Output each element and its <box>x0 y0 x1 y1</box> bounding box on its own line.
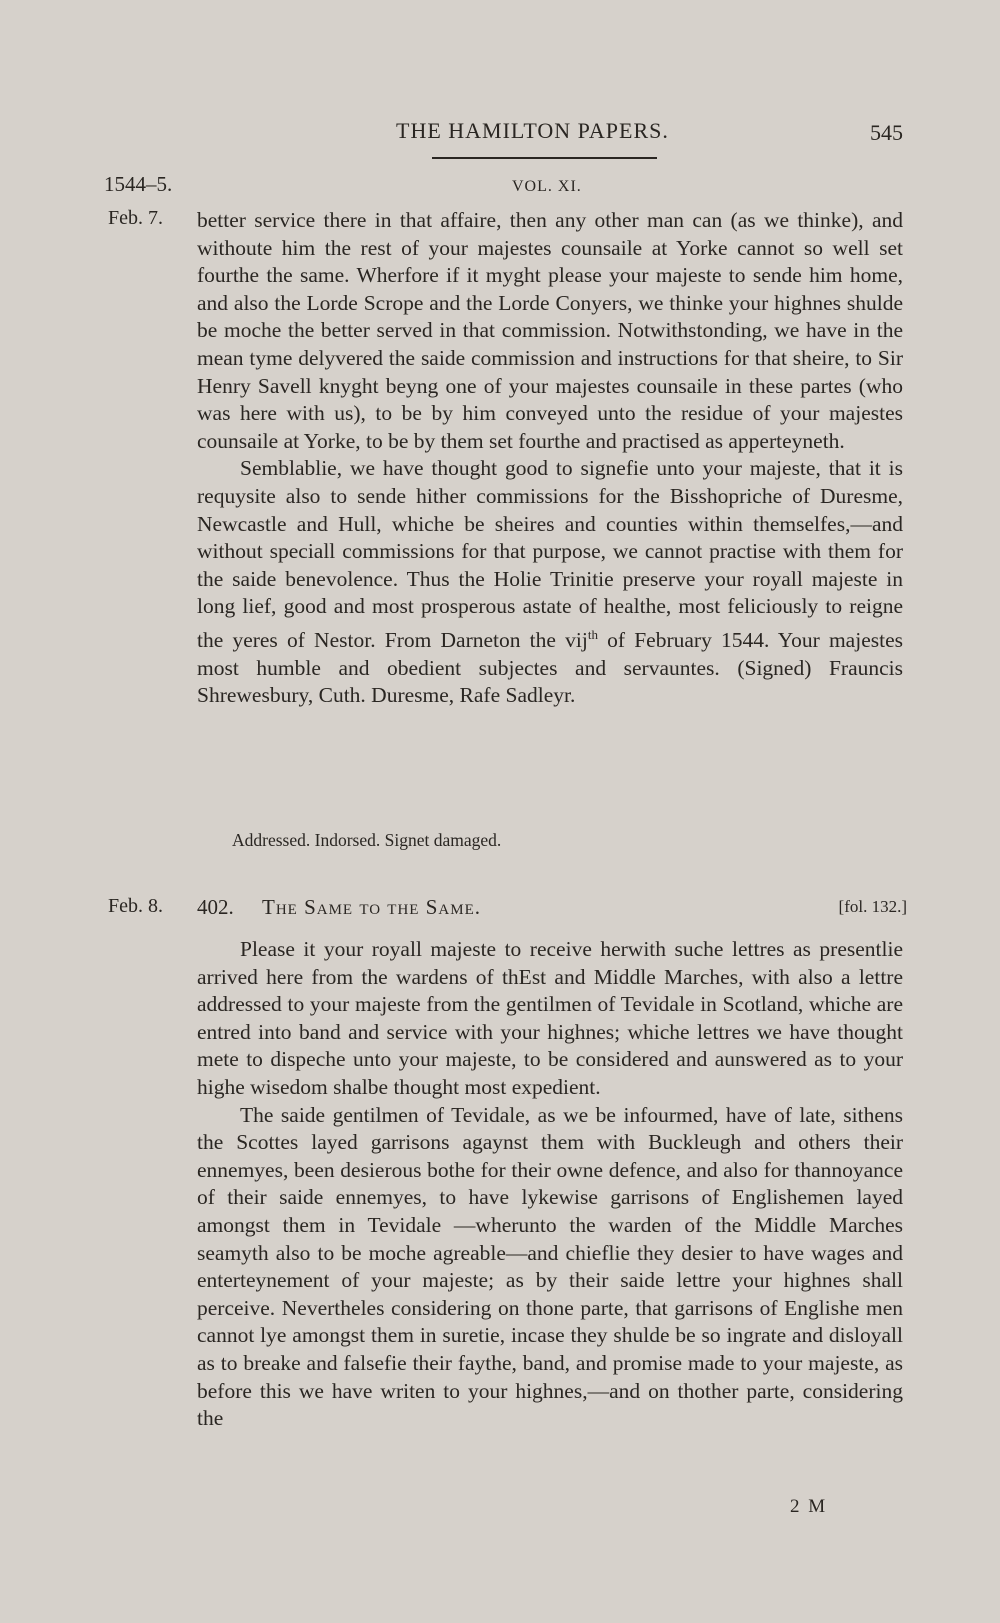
letter-paragraph-1: better service there in that affaire, then any other man can (as we thinke), and withoute him the rest of your majestes counsaile at Yorke cannot so well set fourthe the same. Wherfore if it myght please your majeste to sende him home, and also the Lorde Scrope and the Lorde Conyers, we thinke your highnes shulde be moche the better served in that commission. Notwithstonding, we have in the mean tyme delyvered the saide commission and instructions for that sheire, to Sir Henry Savell knyght beyng one of your majestes counsaile in these partes (who was here with us), to be by him conveyed unto the residue of your majestes counsaile at Yorke, to be by them set fourthe and practised as apperteyneth. <box>197 208 903 453</box>
folio-reference: [fol. 132.] <box>838 897 907 916</box>
letter-paragraph-2 <box>197 455 903 710</box>
endorsement-note: Addressed. Indorsed. Signet damaged. <box>232 830 502 850</box>
letter-402-body <box>197 936 903 1433</box>
volume-label <box>512 178 582 196</box>
running-title: THE HAMILTON PAPERS. <box>396 118 669 143</box>
header-rule <box>432 157 657 159</box>
year-label: 1544–5. <box>104 172 173 196</box>
margin-date-feb-8: Feb. 8. <box>108 895 163 917</box>
document-number: 402. <box>197 895 234 919</box>
signature-mark: 2 M <box>790 1496 828 1517</box>
letter-paragraph-2-part-b: of February 1544. Your majestes most humble and obedient subjectes and servauntes. (Signed) Frauncis Shrewesbury, Cuth. Duresme, Rafe Sadleyr. <box>197 628 903 708</box>
letter-paragraph-2-part-a: Semblablie, we have thought good to signefie unto your majeste, that it is requysite also to sende hither commissions for the Bisshopriche of Duresme, Newcastle and Hull, whiche be sheires and counties within themselfes,—and without speciall commissions for that purpose, we cannot practise with them for the saide benevolence. Thus the Holie Trinitie preserve your royall majeste in long lief, good and most prosperous astate of healthe, most feliciously to reigne the yeres of Nestor. From Darneton the vij <box>197 456 903 653</box>
letter-402-paragraph-1: Please it your royall majeste to receive herwith suche lettres as presentlie arrived here from the wardens of thEst and Middle Marches, with also a lettre addressed to your majeste from the gentilmen of Tevidale in Scotland, whiche are entred into band and service with your highnes; whiche lettres we have thought mete to dispeche unto your majeste, to be considered and aunswered as to your highe wisedom shalbe thought most expedient. <box>197 937 903 1099</box>
running-head <box>0 118 1000 148</box>
letter-continuation <box>197 207 903 710</box>
letter-402-paragraph-2: The saide gentilmen of Tevidale, as we be infourmed, have of late, sithens the Scottes layed garrisons agaynst them with Buckleugh and others their ennemyes, been desierous bothe for their owne defence, and also for thannoyance of their saide ennemyes, to have lykewise garrisons of Englishemen layed amongst them in Tevidale —wherunto the warden of the Middle Marches seamyth also to be moche agreable—and chieflie they desier to have wages and enterteynement of your majeste; as by their saide lettre your highnes shall perceive. Nevertheles considering on thone parte, that garrisons of Englishe men cannot lye amongst them in suretie, incase they shulde be so ingrate and disloyall as to breake and falsefie their faythe, band, and promise made to your majeste, as before this we have writen to your highnes,—and on thother parte, considering the <box>197 1102 903 1431</box>
volume-text: VOL. XI. <box>512 178 582 195</box>
margin-date-feb-7: Feb. 7. <box>108 207 163 229</box>
document-title: The Same to the Same. <box>262 895 481 919</box>
ordinal-suffix: th <box>587 626 598 642</box>
page-number: 545 <box>870 120 903 145</box>
entry-heading <box>197 895 907 925</box>
